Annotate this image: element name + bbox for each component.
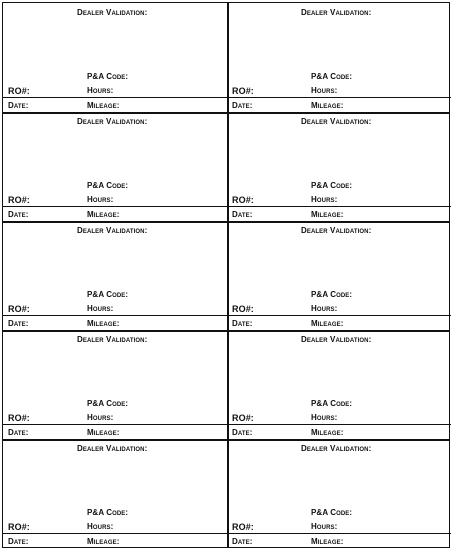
dealer-validation-label: Dealer Validation: [77, 226, 148, 235]
validation-card [227, 3, 451, 111]
date-label: Date: [8, 101, 29, 110]
mileage-label: Mileage: [311, 210, 344, 219]
field-separator-line [3, 315, 227, 316]
field-separator-line [3, 97, 227, 98]
field-separator-line [227, 533, 451, 534]
hours-label: Hours: [87, 522, 114, 531]
mileage-label: Mileage: [311, 319, 344, 328]
pa-code-label: P&A Code: [311, 181, 353, 190]
date-label: Date: [232, 210, 253, 219]
pa-code-label: P&A Code: [87, 399, 129, 408]
dealer-validation-label: Dealer Validation: [77, 444, 148, 453]
dealer-validation-label: Dealer Validation: [301, 444, 372, 453]
dealer-validation-label: Dealer Validation: [77, 335, 148, 344]
validation-card [3, 221, 227, 329]
ro-label: RO#: [232, 522, 254, 532]
hours-label: Hours: [87, 195, 114, 204]
validation-card [227, 439, 451, 547]
date-label: Date: [232, 101, 253, 110]
validation-card [227, 330, 451, 438]
mileage-label: Mileage: [87, 319, 120, 328]
validation-card [3, 439, 227, 547]
hours-label: Hours: [87, 86, 114, 95]
field-separator-line [227, 315, 451, 316]
ro-label: RO#: [232, 195, 254, 205]
date-label: Date: [232, 319, 253, 328]
mileage-label: Mileage: [311, 101, 344, 110]
field-separator-line [227, 97, 451, 98]
date-label: Date: [232, 428, 253, 437]
pa-code-label: P&A Code: [311, 508, 353, 517]
mileage-label: Mileage: [87, 537, 120, 546]
date-label: Date: [8, 428, 29, 437]
date-label: Date: [232, 537, 253, 546]
validation-card [227, 221, 451, 329]
validation-sheet [2, 2, 450, 548]
pa-code-label: P&A Code: [87, 508, 129, 517]
validation-card [3, 330, 227, 438]
hours-label: Hours: [311, 522, 338, 531]
date-label: Date: [8, 537, 29, 546]
dealer-validation-label: Dealer Validation: [301, 226, 372, 235]
field-separator-line [227, 424, 451, 425]
hours-label: Hours: [311, 195, 338, 204]
pa-code-label: P&A Code: [311, 399, 353, 408]
hours-label: Hours: [87, 413, 114, 422]
validation-card [3, 3, 227, 111]
date-label: Date: [8, 210, 29, 219]
hours-label: Hours: [311, 413, 338, 422]
field-separator-line [3, 206, 227, 207]
pa-code-label: P&A Code: [87, 290, 129, 299]
validation-card [3, 112, 227, 220]
validation-card [227, 112, 451, 220]
field-separator-line [3, 424, 227, 425]
mileage-label: Mileage: [87, 428, 120, 437]
ro-label: RO#: [8, 522, 30, 532]
pa-code-label: P&A Code: [311, 290, 353, 299]
hours-label: Hours: [311, 304, 338, 313]
dealer-validation-label: Dealer Validation: [77, 8, 148, 17]
dealer-validation-label: Dealer Validation: [77, 117, 148, 126]
pa-code-label: P&A Code: [87, 181, 129, 190]
ro-label: RO#: [8, 195, 30, 205]
mileage-label: Mileage: [311, 428, 344, 437]
ro-label: RO#: [8, 304, 30, 314]
dealer-validation-label: Dealer Validation: [301, 8, 372, 17]
mileage-label: Mileage: [87, 101, 120, 110]
hours-label: Hours: [311, 86, 338, 95]
ro-label: RO#: [232, 413, 254, 423]
mileage-label: Mileage: [311, 537, 344, 546]
pa-code-label: P&A Code: [87, 72, 129, 81]
dealer-validation-label: Dealer Validation: [301, 335, 372, 344]
hours-label: Hours: [87, 304, 114, 313]
ro-label: RO#: [8, 86, 30, 96]
dealer-validation-label: Dealer Validation: [301, 117, 372, 126]
pa-code-label: P&A Code: [311, 72, 353, 81]
field-separator-line [3, 533, 227, 534]
ro-label: RO#: [232, 304, 254, 314]
field-separator-line [227, 206, 451, 207]
mileage-label: Mileage: [87, 210, 120, 219]
date-label: Date: [8, 319, 29, 328]
ro-label: RO#: [8, 413, 30, 423]
ro-label: RO#: [232, 86, 254, 96]
